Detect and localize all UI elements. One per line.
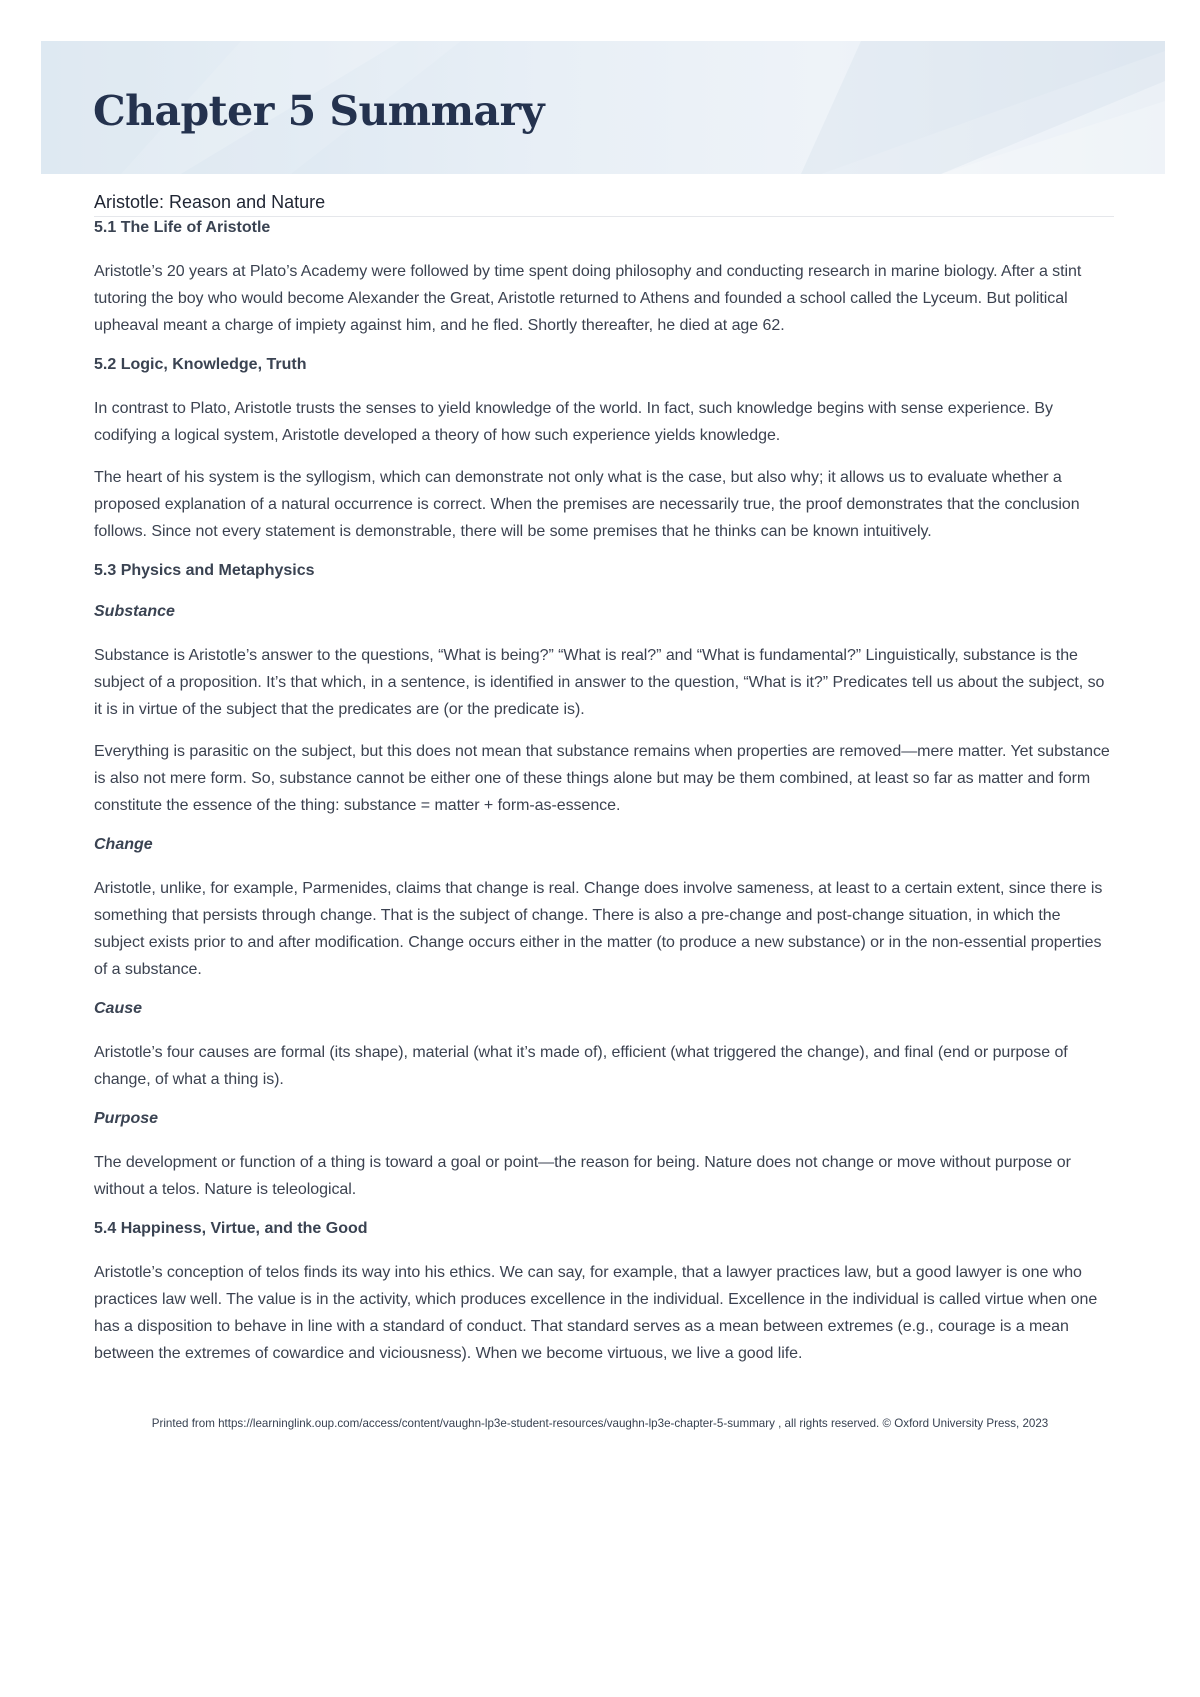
document-subtitle: Aristotle: Reason and Nature <box>94 190 1114 217</box>
paragraph: Aristotle, unlike, for example, Parmenides, claims that change is real. Change does involve sameness, at least to a certain extent, since there is something that persists through change. That is the subject of change. There is also a pre-change and post-change situation, in which the subject exists prior to and after modification. Change occurs either in the matter (to produce a new substance) or in the non-essential properties of a substance. <box>94 880 1103 978</box>
subheading-cause: Cause <box>94 1000 143 1017</box>
paragraph: The heart of his system is the syllogism, which can demonstrate not only what is the case, but also why; it allows us to evaluate whether a proposed explanation of a natural occurrence is correct. When the premises are necessarily true, the proof demonstrates that the conclusion follows. Since not every statement is demonstrable, there will be some premises that he thinks can be known intuitively. <box>94 469 1080 540</box>
paragraph: Aristotle’s conception of telos finds its way into his ethics. We can say, for example, that a lawyer practices law, but a good lawyer is one who practices law well. The value is in the activity, which produces excellence in the individual. Excellence in the individual is called virtue when one has a disposition to behave in line with a standard of conduct. That standard serves as a mean between extremes (e.g., courage is a mean between the extremes of cowardice and viciousness). When we become virtuous, we live a good life. <box>94 1264 1098 1362</box>
subheading-purpose: Purpose <box>94 1110 159 1127</box>
subheading-change: Change <box>94 836 153 853</box>
paragraph: Everything is parasitic on the subject, but this does not mean that substance remains when properties are removed—mere matter. Yet substance is also not mere form. So, substance cannot be either one of these things alone but may be them combined, at least so far as matter and form constitute the essence of the thing: substance = matter + form-as-essence. <box>94 743 1110 814</box>
paragraph: The development or function of a thing is toward a goal or point—the reason for being. Nature does not change or move without purpose or without a telos. Nature is teleological. <box>94 1154 1071 1198</box>
paragraph: In contrast to Plato, Aristotle trusts the senses to yield knowledge of the world. In fact, such knowledge begins with sense experience. By codifying a logical system, Aristotle developed a theory of how such experience yields knowledge. <box>94 400 1053 444</box>
section-heading-5-2: 5.2 Logic, Knowledge, Truth <box>94 356 307 373</box>
subheading-substance: Substance <box>94 603 175 620</box>
paragraph: Aristotle’s 20 years at Plato’s Academy were followed by time spent doing philosophy and conducting research in marine biology. After a stint tutoring the boy who would become Alexander the Great, Aristotle returned to Athens and founded a school called the Lyceum. But political upheaval meant a charge of impiety against him, and he fled. Shortly thereafter, he died at age 62. <box>94 263 1082 334</box>
page-title: Chapter 5 Summary <box>93 87 545 135</box>
paragraph: Substance is Aristotle’s answer to the questions, “What is being?” “What is real?” and “What is fundamental?” Linguistically, substance is the subject of a proposition. It’s that which, in a sentence, is identified in answer to the question, “What is it?” Predicates tell us about the subject, so it is in virtue of the subject that the predicates are (or the predicate is). <box>94 647 1105 718</box>
document-body <box>94 190 1114 1382</box>
header-banner <box>41 41 1165 174</box>
print-footer: Printed from https://learninglink.oup.com/access/content/vaughn-lp3e-student-resources/vaughn-lp3e-chapter-5-summary , all rights reserved. © Oxford University Press, 2023 <box>151 1417 1049 1430</box>
section-heading-5-4: 5.4 Happiness, Virtue, and the Good <box>94 1220 368 1237</box>
section-heading-5-3: 5.3 Physics and Metaphysics <box>94 562 315 579</box>
section-heading-5-1: 5.1 The Life of Aristotle <box>94 219 271 236</box>
paragraph: Aristotle’s four causes are formal (its shape), material (what it’s made of), efficient (what triggered the change), and final (end or purpose of change, of what a thing is). <box>94 1044 1068 1088</box>
